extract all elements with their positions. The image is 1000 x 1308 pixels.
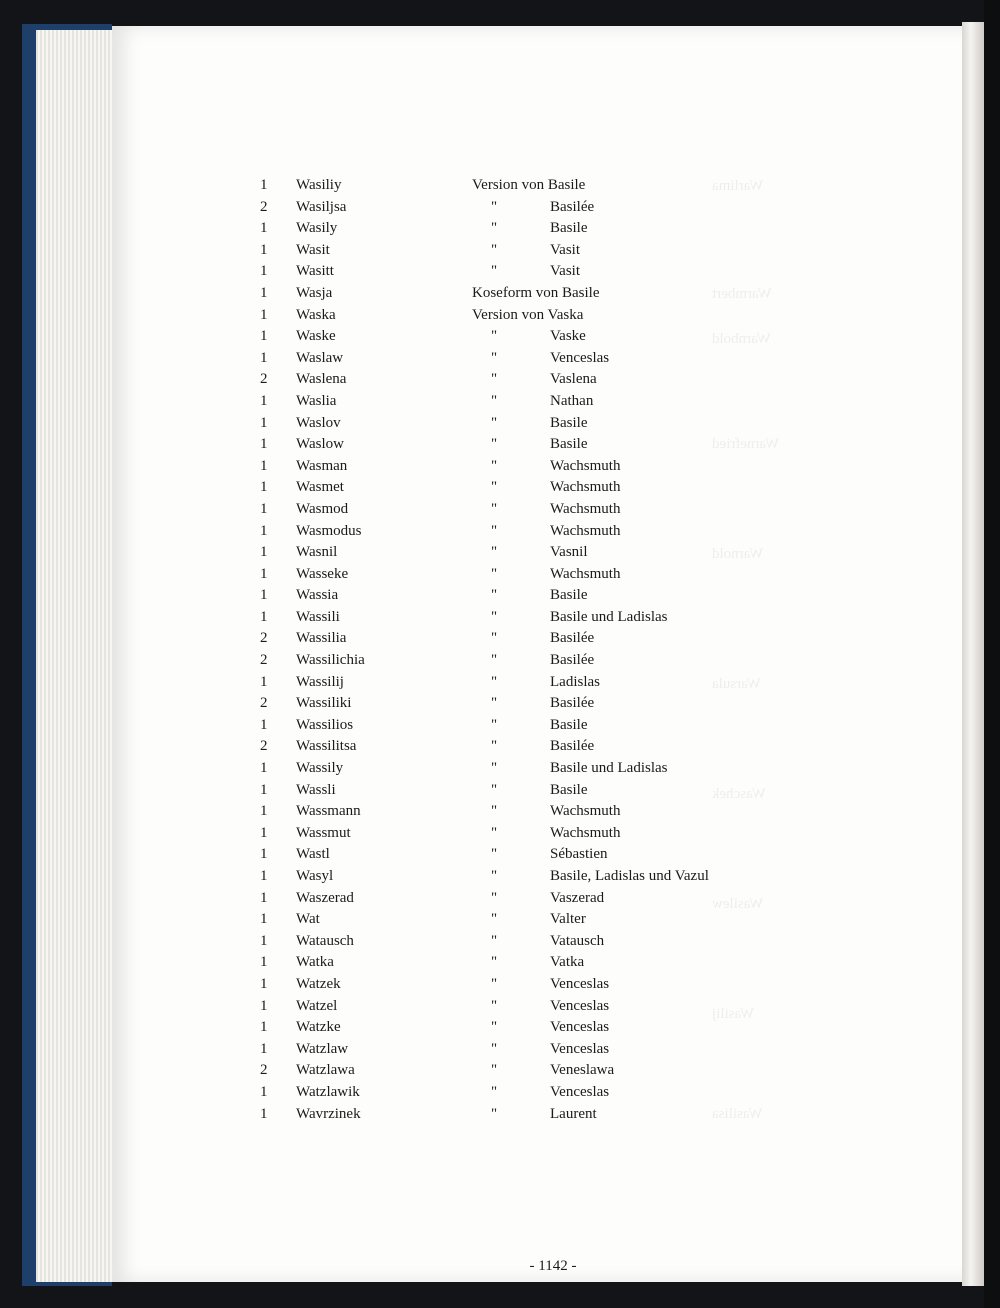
list-item <box>0 607 1000 629</box>
entry-meaning: Venceslas <box>550 1083 610 1100</box>
entry-meaning: Basile und Ladislas <box>550 608 668 625</box>
entry-meaning: Basile und Ladislas <box>550 760 668 777</box>
entry-name: Watzlawa <box>296 1062 355 1079</box>
list-item <box>0 650 1000 672</box>
entry-meaning: Venceslas <box>550 349 610 366</box>
list-item <box>0 283 1000 305</box>
entry-meaning: Vaszerad <box>550 889 605 906</box>
entry-name: Watausch <box>296 932 354 949</box>
entry-name: Wasman <box>296 457 348 474</box>
entry-name: Waszerad <box>296 889 354 906</box>
ditto-mark: " <box>490 868 498 884</box>
entry-meaning: Basile <box>550 436 588 453</box>
entry-count: 1 <box>260 781 268 798</box>
entry-count: 1 <box>260 1105 268 1122</box>
entry-name: Watka <box>296 954 334 971</box>
entry-count: 1 <box>260 803 268 820</box>
entry-count: 1 <box>260 436 268 453</box>
entry-meaning: Wachsmuth <box>550 457 621 474</box>
list-item <box>0 888 1000 910</box>
list-item <box>0 521 1000 543</box>
entry-meaning: Basile <box>550 781 588 798</box>
entry-name: Wasiliy <box>296 177 342 193</box>
entry-meaning: Venceslas <box>550 1040 610 1057</box>
ditto-mark: " <box>490 608 498 625</box>
ditto-mark: " <box>490 889 498 906</box>
entry-count: 1 <box>260 889 268 906</box>
ditto-mark: " <box>490 349 498 366</box>
ditto-mark: " <box>490 738 498 755</box>
entry-name: Wassli <box>296 781 336 798</box>
entry-name: Wassia <box>296 587 339 604</box>
entry-meaning: Basilée <box>550 738 595 755</box>
entry-name: Wasyl <box>296 868 334 884</box>
entry-meaning: Veneslawa <box>550 1062 615 1079</box>
entry-meaning: Valter <box>550 911 586 928</box>
list-item <box>0 175 1000 197</box>
entry-count: 1 <box>260 544 268 561</box>
entry-meaning: Wachsmuth <box>550 522 621 539</box>
entry-meaning: Version von Basile <box>472 177 586 193</box>
entry-name: Wassmut <box>296 824 351 841</box>
ditto-mark: " <box>490 198 498 215</box>
entry-meaning: Vatausch <box>550 932 605 949</box>
ditto-mark: " <box>490 587 498 604</box>
entry-count: 1 <box>260 177 268 193</box>
entry-meaning: Basilée <box>550 652 595 669</box>
entry-name: Wasily <box>296 220 338 237</box>
entry-count: 1 <box>260 954 268 971</box>
ditto-mark: " <box>490 760 498 777</box>
ditto-mark: " <box>490 457 498 474</box>
ditto-mark: " <box>490 263 498 280</box>
entry-count: 1 <box>260 349 268 366</box>
list-item <box>0 434 1000 456</box>
entry-count: 1 <box>260 241 268 258</box>
list-item <box>0 1060 1000 1082</box>
entry-meaning: Basile <box>550 414 588 431</box>
entry-meaning: Vaske <box>550 328 586 345</box>
list-item <box>0 844 1000 866</box>
entry-count: 1 <box>260 673 268 690</box>
list-item <box>0 413 1000 435</box>
entry-count: 1 <box>260 932 268 949</box>
entry-meaning: Basilée <box>550 198 595 215</box>
ditto-mark: " <box>490 781 498 798</box>
ditto-mark: " <box>490 1105 498 1122</box>
entry-count: 1 <box>260 760 268 777</box>
list-item <box>0 1104 1000 1126</box>
ditto-mark: " <box>490 932 498 949</box>
list-item <box>0 369 1000 391</box>
list-item <box>0 499 1000 521</box>
entry-name: Wasmodus <box>296 522 362 539</box>
entry-name: Watzlawik <box>296 1083 360 1100</box>
entry-meaning: Vaslena <box>550 371 597 388</box>
entry-meaning: Basilée <box>550 695 595 712</box>
list-item <box>0 974 1000 996</box>
entry-count: 1 <box>260 457 268 474</box>
entry-count: 1 <box>260 1019 268 1036</box>
entry-name: Waske <box>296 328 336 345</box>
ditto-mark: " <box>490 436 498 453</box>
entry-count: 1 <box>260 522 268 539</box>
entry-name: Waslaw <box>296 349 344 366</box>
entry-meaning: Vasit <box>550 241 580 258</box>
entry-count: 2 <box>260 695 268 712</box>
ditto-mark: " <box>490 673 498 690</box>
entry-count: 1 <box>260 328 268 345</box>
ditto-mark: " <box>490 652 498 669</box>
entry-name: Wasmod <box>296 500 349 517</box>
ditto-mark: " <box>490 522 498 539</box>
entry-name: Wasnil <box>296 544 338 561</box>
entry-name: Watzek <box>296 975 341 992</box>
list-item <box>0 305 1000 327</box>
entry-name: Wassily <box>296 760 344 777</box>
entry-name: Waska <box>296 306 336 323</box>
entry-count: 2 <box>260 630 268 647</box>
entry-meaning: Laurent <box>550 1105 597 1122</box>
list-item <box>0 240 1000 262</box>
entry-meaning: Venceslas <box>550 975 610 992</box>
list-item <box>0 197 1000 219</box>
ditto-mark: " <box>490 803 498 820</box>
ditto-mark: " <box>490 241 498 258</box>
entry-count: 1 <box>260 263 268 280</box>
entry-name: Waslov <box>296 414 341 431</box>
ditto-mark: " <box>490 824 498 841</box>
ditto-mark: " <box>490 846 498 863</box>
list-item <box>0 585 1000 607</box>
entry-meaning: Wachsmuth <box>550 565 621 582</box>
list-item <box>0 801 1000 823</box>
list-item <box>0 780 1000 802</box>
entry-name: Watzke <box>296 1019 341 1036</box>
ditto-mark: " <box>490 1083 498 1100</box>
ditto-mark: " <box>490 328 498 345</box>
list-item <box>0 261 1000 283</box>
list-item <box>0 542 1000 564</box>
ditto-mark: " <box>490 220 498 237</box>
entry-count: 1 <box>260 587 268 604</box>
list-item <box>0 477 1000 499</box>
entry-name: Wasiljsa <box>296 198 347 215</box>
entry-count: 1 <box>260 608 268 625</box>
entry-count: 1 <box>260 975 268 992</box>
entry-name: Wasseke <box>296 565 349 582</box>
ditto-mark: " <box>490 392 498 409</box>
entry-name: Wasja <box>296 284 333 301</box>
entry-meaning: Koseform von Basile <box>472 284 600 301</box>
list-item <box>0 218 1000 240</box>
entry-meaning: Basile, Ladislas und Vazul <box>550 868 709 884</box>
ditto-mark: " <box>490 975 498 992</box>
entry-meaning: Ladislas <box>550 673 600 690</box>
entry-count: 1 <box>260 997 268 1014</box>
list-item <box>0 736 1000 758</box>
entry-meaning: Wachsmuth <box>550 500 621 517</box>
entry-name: Watzel <box>296 997 338 1014</box>
list-item <box>0 1017 1000 1039</box>
ditto-mark: " <box>490 954 498 971</box>
entry-count: 1 <box>260 220 268 237</box>
entry-count: 1 <box>260 911 268 928</box>
ditto-mark: " <box>490 371 498 388</box>
entry-name: Waslena <box>296 371 347 388</box>
list-item <box>0 996 1000 1018</box>
entry-name: Wassilitsa <box>296 738 357 755</box>
entry-meaning: Version von Vaska <box>472 306 584 323</box>
list-item <box>0 348 1000 370</box>
ditto-mark: " <box>490 911 498 928</box>
ditto-mark: " <box>490 479 498 496</box>
entry-name: Wassilij <box>296 673 344 690</box>
page-number: - 1142 - <box>529 1258 577 1274</box>
entry-name: Wassili <box>296 608 340 625</box>
entry-meaning: Vasit <box>550 263 580 280</box>
ditto-mark: " <box>490 565 498 582</box>
ditto-mark: " <box>490 716 498 733</box>
list-item <box>0 628 1000 650</box>
entry-name: Wassmann <box>296 803 361 820</box>
list-item <box>0 909 1000 931</box>
entry-name: Wassilios <box>296 716 354 733</box>
entry-count: 2 <box>260 198 268 215</box>
list-item <box>0 1039 1000 1061</box>
entry-name: Wasit <box>296 241 330 258</box>
entry-meaning: Vasnil <box>550 544 588 561</box>
list-item <box>0 866 1000 888</box>
entry-count: 1 <box>260 824 268 841</box>
list-item <box>0 931 1000 953</box>
list-item <box>0 952 1000 974</box>
ditto-mark: " <box>490 500 498 517</box>
entry-count: 2 <box>260 1062 268 1079</box>
ditto-mark: " <box>490 630 498 647</box>
entry-name: Wasmet <box>296 479 344 496</box>
entry-meaning: Nathan <box>550 392 594 409</box>
entry-name: Waslia <box>296 392 337 409</box>
entry-name: Wavrzinek <box>296 1105 361 1122</box>
ditto-mark: " <box>490 544 498 561</box>
entry-count: 1 <box>260 868 268 884</box>
entry-name: Wassiliki <box>296 695 352 712</box>
ditto-mark: " <box>490 695 498 712</box>
list-item <box>0 823 1000 845</box>
entry-count: 1 <box>260 1040 268 1057</box>
entry-count: 2 <box>260 371 268 388</box>
entry-meaning: Wachsmuth <box>550 803 621 820</box>
entry-meaning: Venceslas <box>550 997 610 1014</box>
ditto-mark: " <box>490 1062 498 1079</box>
list-item <box>0 326 1000 348</box>
entry-meaning: Basile <box>550 220 588 237</box>
entry-meaning: Basile <box>550 716 588 733</box>
entry-meaning: Venceslas <box>550 1019 610 1036</box>
entry-count: 1 <box>260 284 268 301</box>
list-item <box>0 672 1000 694</box>
entry-meaning: Wachsmuth <box>550 479 621 496</box>
list-item <box>0 564 1000 586</box>
ditto-mark: " <box>490 414 498 431</box>
list-item <box>0 693 1000 715</box>
entry-count: 1 <box>260 500 268 517</box>
entry-count: 2 <box>260 652 268 669</box>
list-item <box>0 391 1000 413</box>
name-list <box>0 175 1000 1125</box>
entry-name: Waslow <box>296 436 344 453</box>
list-item <box>0 456 1000 478</box>
entry-name: Wassilia <box>296 630 347 647</box>
entry-meaning: Basilée <box>550 630 595 647</box>
entry-name: Wasitt <box>296 263 334 280</box>
entry-meaning: Vatka <box>550 954 585 971</box>
entry-meaning: Wachsmuth <box>550 824 621 841</box>
entry-name: Wastl <box>296 846 330 863</box>
list-item <box>0 758 1000 780</box>
entry-count: 1 <box>260 479 268 496</box>
list-item <box>0 715 1000 737</box>
entry-name: Wat <box>296 911 320 928</box>
entry-name: Watzlaw <box>296 1040 349 1057</box>
entry-count: 1 <box>260 414 268 431</box>
entry-meaning: Basile <box>550 587 588 604</box>
entry-count: 1 <box>260 1083 268 1100</box>
entry-count: 2 <box>260 738 268 755</box>
entry-count: 1 <box>260 716 268 733</box>
entry-count: 1 <box>260 565 268 582</box>
entry-count: 1 <box>260 306 268 323</box>
entry-count: 1 <box>260 846 268 863</box>
ditto-mark: " <box>490 997 498 1014</box>
ditto-mark: " <box>490 1040 498 1057</box>
entry-name: Wassilichia <box>296 652 365 669</box>
entry-meaning: Sébastien <box>550 846 608 863</box>
entry-count: 1 <box>260 392 268 409</box>
list-item <box>0 1082 1000 1104</box>
ditto-mark: " <box>490 1019 498 1036</box>
